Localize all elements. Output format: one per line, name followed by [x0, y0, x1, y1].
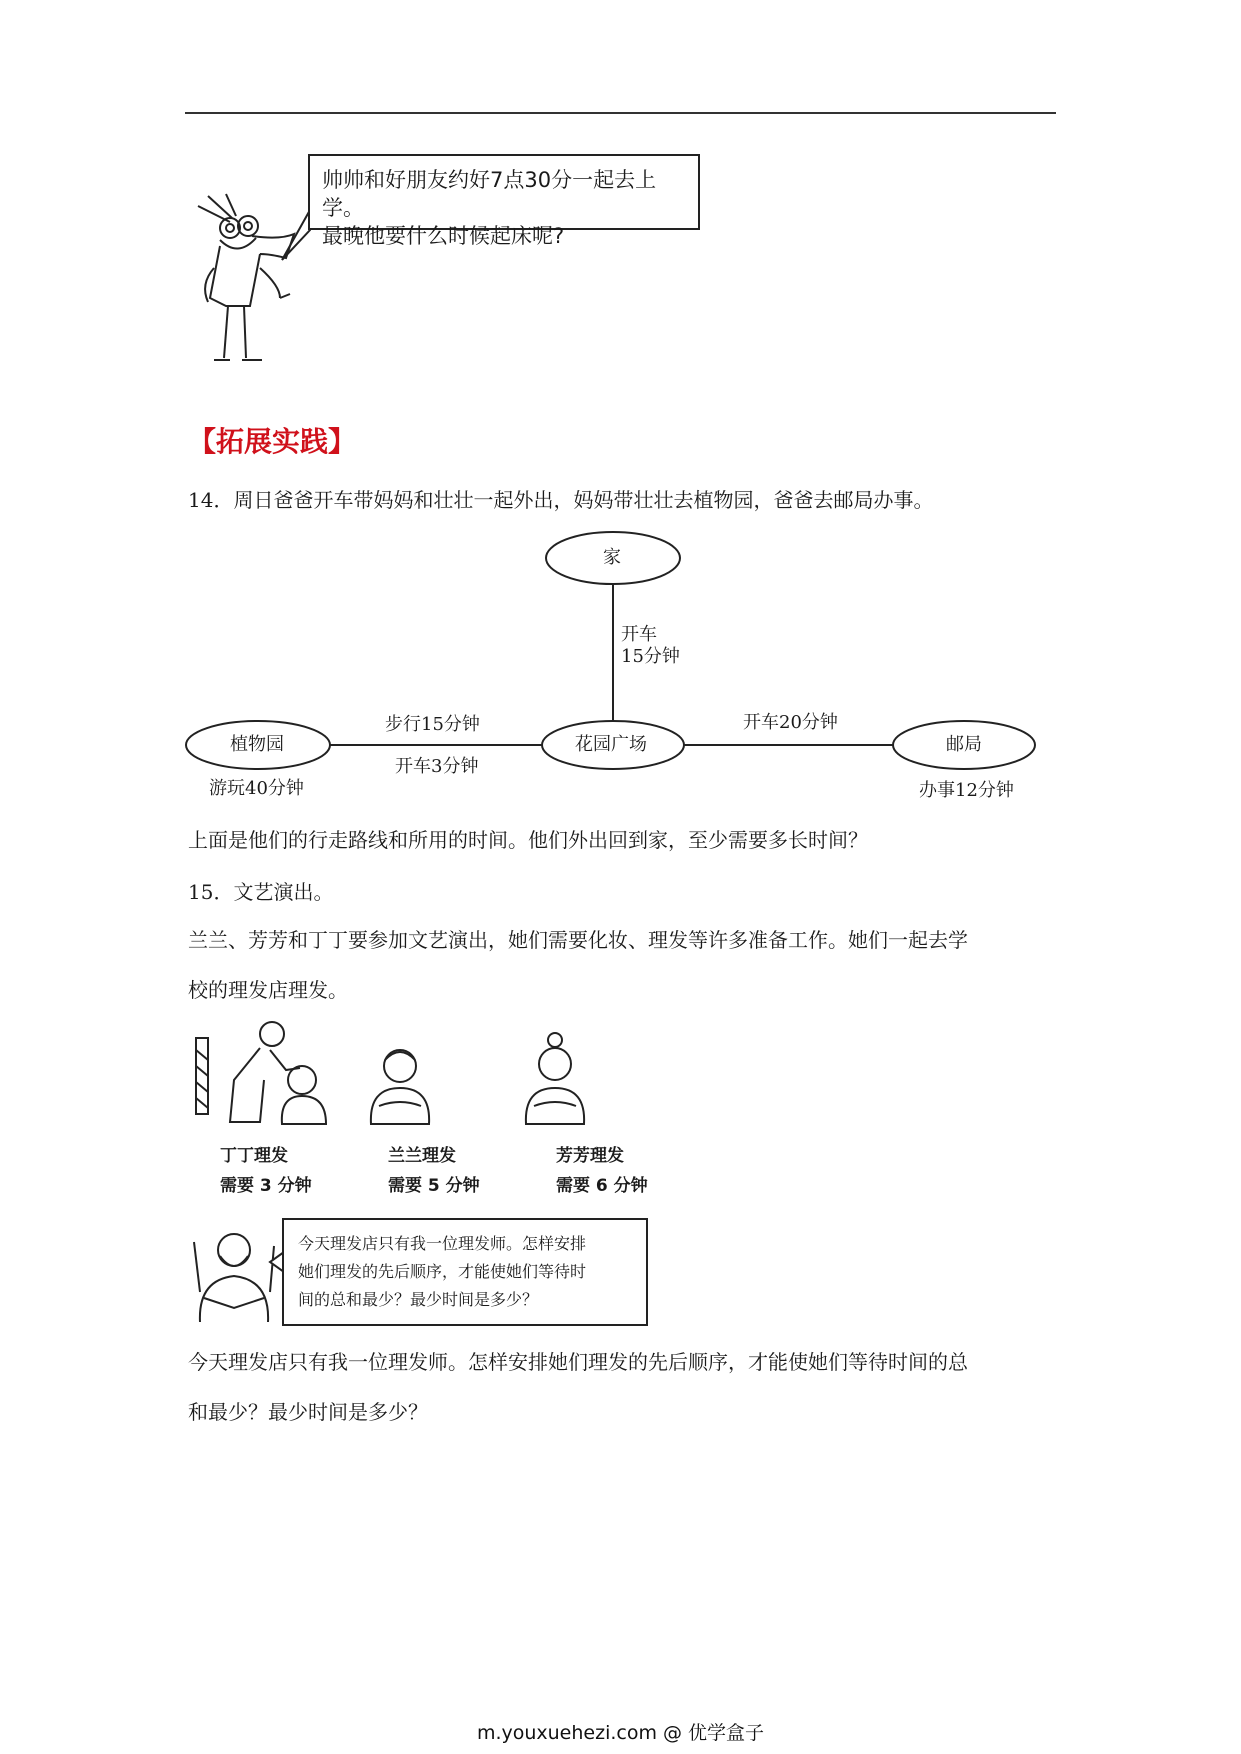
- edge-home-plaza-mode: 开车: [621, 624, 657, 645]
- note-post: 办事12分钟: [919, 780, 1014, 801]
- route-diagram: [185, 528, 1045, 803]
- bubble-line-2: 最晚他要什么时候起床呢?: [322, 224, 565, 248]
- fangfang-icon: [520, 1030, 590, 1130]
- lanlan-icon: [365, 1040, 435, 1130]
- node-plaza-label: 花园广场: [575, 734, 647, 755]
- q14-intro: 14．周日爸爸开车带妈妈和壮壮一起外出，妈妈带壮壮去植物园，爸爸去邮局办事。: [188, 488, 934, 512]
- speech-bubble: [308, 154, 700, 248]
- alarm-clock-character-icon: [190, 188, 330, 378]
- node-home-label: 家: [603, 547, 621, 568]
- fangfang-name: 芳芳理发: [556, 1146, 624, 1166]
- q15-title: 15．文艺演出。: [188, 880, 334, 904]
- barber-speech-bubble: [282, 1218, 648, 1326]
- section-title: 【拓展实践】: [188, 425, 357, 458]
- fangfang-time: 需要 6 分钟: [556, 1176, 648, 1196]
- q15-question-line-2: 和最少？最少时间是多少？: [188, 1400, 428, 1424]
- barber-bubble-line-2: 她们理发的先后顺序，才能使她们等待时: [298, 1262, 587, 1281]
- note-garden: 游玩40分钟: [209, 778, 304, 799]
- edge-plaza-post-drive: 开车20分钟: [743, 712, 838, 733]
- node-garden-label: 植物园: [230, 734, 284, 755]
- q15-text-line-1: 兰兰、芳芳和丁丁要参加文艺演出，她们需要化妆、理发等许多准备工作。她们一起去学: [188, 928, 968, 952]
- comic-alarm-clock: [190, 148, 710, 378]
- dingding-time: 需要 3 分钟: [220, 1176, 312, 1196]
- route-lines: [185, 528, 1045, 803]
- edge-garden-plaza-walk: 步行15分钟: [385, 714, 480, 735]
- dingding-name: 丁丁理发: [220, 1146, 288, 1166]
- barber-bubble-line-3: 间的总和最少？最少时间是多少？: [298, 1290, 539, 1309]
- lanlan-name: 兰兰理发: [388, 1146, 456, 1166]
- lanlan-time: 需要 5 分钟: [388, 1176, 480, 1196]
- barber-bubble-line-1: 今天理发店只有我一位理发师。怎样安排: [298, 1234, 587, 1253]
- header-rule: [185, 112, 1056, 114]
- q15-text-line-2: 校的理发店理发。: [188, 978, 348, 1002]
- node-post-label: 邮局: [946, 734, 982, 755]
- q15-question-line-1: 今天理发店只有我一位理发师。怎样安排她们理发的先后顺序，才能使她们等待时间的总: [188, 1350, 968, 1374]
- haircut-illustration: [190, 1020, 670, 1330]
- edge-garden-plaza-drive: 开车3分钟: [395, 756, 479, 777]
- edge-home-plaza-time: 15分钟: [621, 646, 680, 667]
- q14-question: 上面是他们的行走路线和所用的时间。他们外出回到家，至少需要多长时间？: [188, 828, 868, 852]
- footer-watermark: m.youxuehezi.com @ 优学盒子: [476, 1722, 765, 1744]
- barber-pole-icon: [190, 1020, 340, 1130]
- bubble-line-1: 帅帅和好朋友约好7点30分一起去上学。: [322, 168, 657, 220]
